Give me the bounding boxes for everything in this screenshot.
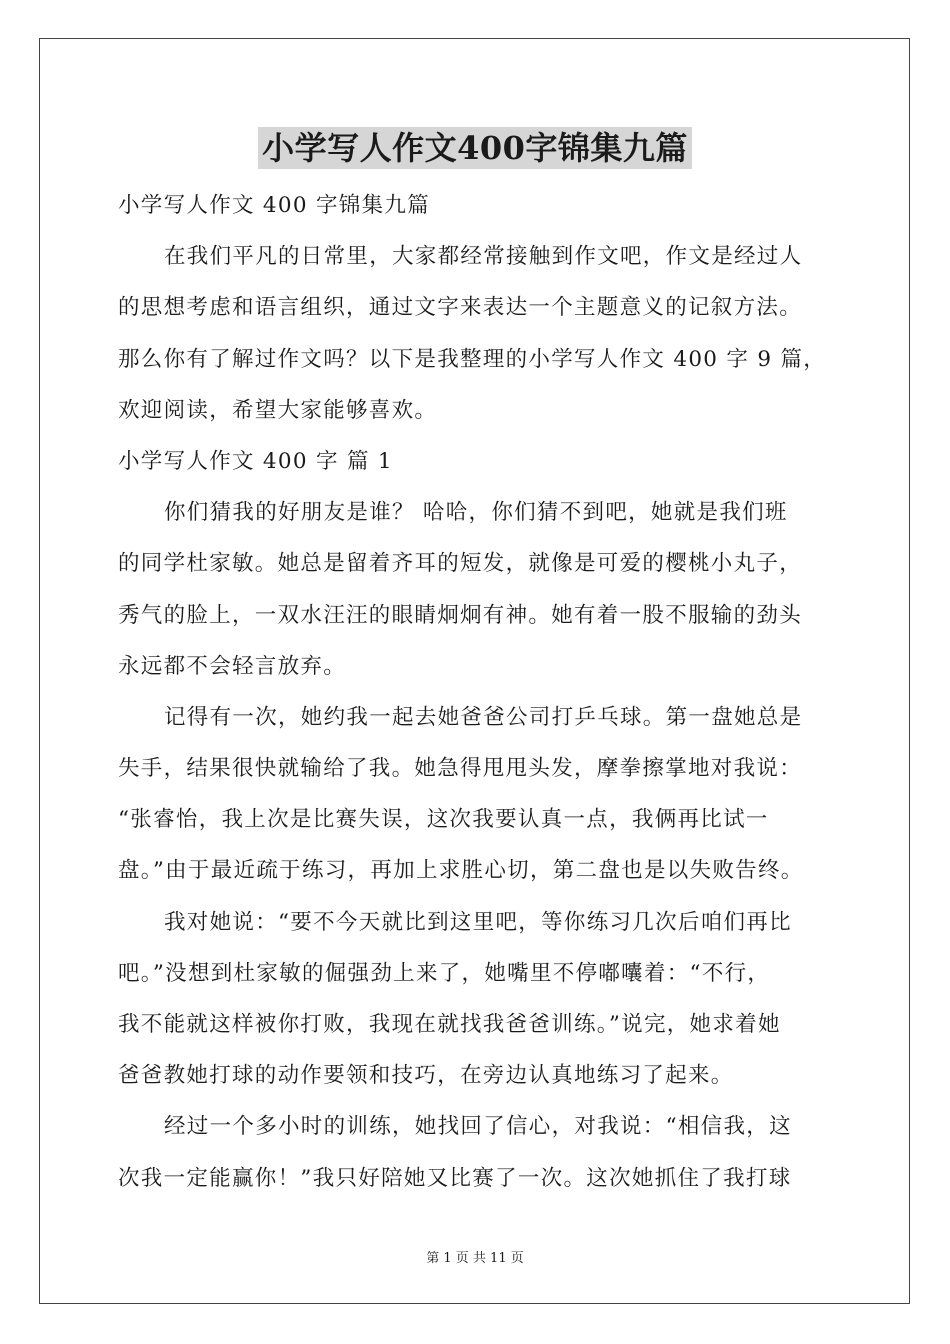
document-title: 小学写人作文400字锦集九篇: [258, 127, 692, 169]
text-line: 失手，结果很快就输给了我。她急得甩甩头发，摩拳擦掌地对我说：: [118, 756, 803, 782]
text-line: 我对她说：“要不今天就比到这里吧，等你练习几次后咱们再比: [164, 909, 792, 935]
text-line: 的思想考虑和语言组织，通过文字来表达一个主题意义的记叙方法。: [118, 295, 803, 321]
text-line: 秀气的脸上，一双水汪汪的眼睛炯炯有神。她有着一股不服输的劲头: [118, 602, 803, 628]
text-line: 吧。”没想到杜家敏的倔强劲上来了，她嘴里不停嘟囔着：“不行，: [118, 960, 771, 986]
text-line: 你们猜我的好朋友是谁？ 哈哈，你们猜不到吧，她就是我们班: [164, 500, 788, 526]
page-number: 第 1 页 共 11 页: [426, 1251, 524, 1266]
text-line: 小学写人作文 400 字 篇 1: [118, 448, 393, 474]
text-line: 在我们平凡的日常里，大家都经常接触到作文吧，作文是经过人: [164, 244, 803, 270]
text-line: “张睿怡，我上次是比赛失误，这次我要认真一点，我俩再比试一: [118, 807, 769, 833]
text-line: 小学写人作文 400 字锦集九篇: [118, 193, 431, 218]
document-body: [118, 180, 848, 1204]
text-line: 爸爸教她打球的动作要领和技巧，在旁边认真地练习了起来。: [118, 1063, 734, 1089]
page-footer: [0, 1247, 950, 1266]
text-line: 记得有一次，她约我一起去她爸爸公司打乒乓球。第一盘她总是: [164, 704, 803, 730]
text-line: 经过一个多小时的训练，她找回了信心，对我说：“相信我，这: [164, 1114, 792, 1140]
text-line: 那么你有了解过作文吗？以下是我整理的小学写人作文 400 字 9 篇，: [118, 346, 827, 372]
text-line: 次我一定能赢你！”我只好陪她又比赛了一次。这次她抓住了我打球: [118, 1165, 792, 1191]
text-line: 欢迎阅读，希望大家能够喜欢。: [118, 397, 438, 423]
text-line: 永远都不会轻言放弃。: [118, 653, 347, 679]
text-line: 盘。”由于最近疏于练习，再加上求胜心切，第二盘也是以失败告终。: [118, 858, 804, 884]
title-area: [0, 127, 950, 169]
text-line: 我不能就这样被你打败，我现在就找我爸爸训练。”说完，她求着她: [118, 1012, 781, 1037]
text-line: 的同学杜家敏。她总是留着齐耳的短发，就像是可爱的樱桃小丸子，: [118, 551, 803, 577]
